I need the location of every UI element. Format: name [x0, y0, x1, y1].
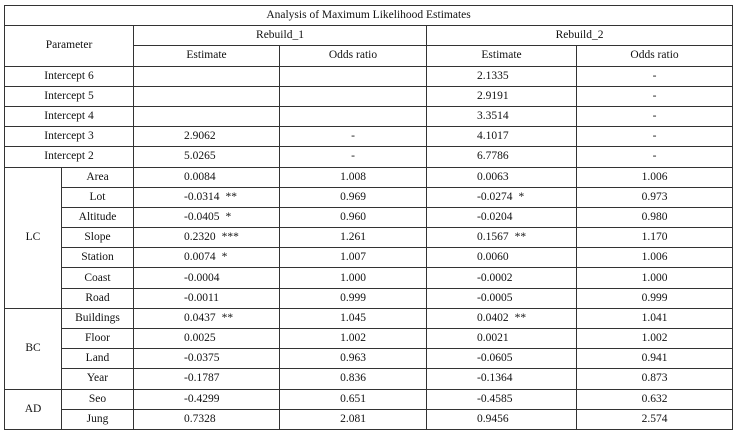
estimate-value: -0.0005 [477, 291, 513, 304]
rebuild-1-estimate [134, 86, 280, 106]
odds-ratio-header-2: Odds ratio [577, 46, 733, 66]
rebuild-2-estimate [427, 248, 577, 268]
variable-name: Jung [62, 409, 134, 429]
rebuild-1-estimate [134, 349, 280, 369]
estimate-value: -0.0002 [477, 271, 513, 284]
rebuild-1-estimate [134, 207, 280, 227]
rebuild-2-odds-ratio: 0.941 [577, 349, 733, 369]
rebuild-1-odds-ratio [280, 66, 427, 86]
estimate-value: 5.0265 [184, 150, 216, 163]
rebuild-1-estimate [134, 248, 280, 268]
rebuild-2-estimate [427, 308, 577, 328]
estimate-header-2: Estimate [427, 46, 577, 66]
rebuild-2-odds-ratio: 1.041 [577, 308, 733, 328]
rebuild-1-estimate [134, 127, 280, 147]
rebuild-1-odds-ratio: 1.008 [280, 167, 427, 187]
table-row [5, 127, 733, 147]
rebuild-2-odds-ratio: - [577, 147, 733, 167]
rebuild-1-header: Rebuild_1 [134, 26, 427, 46]
estimate-value: -0.0274 [477, 190, 513, 203]
estimate-value: 6.7786 [477, 150, 509, 163]
estimate-value: -0.0204 [477, 210, 513, 223]
significance-stars: * [225, 210, 232, 223]
table-row [5, 207, 733, 227]
rebuild-1-estimate [134, 329, 280, 349]
table-row [5, 389, 733, 409]
significance-stars: *** [221, 231, 239, 244]
table-row [5, 106, 733, 126]
rebuild-2-estimate [427, 86, 577, 106]
group-label: BC [5, 308, 62, 389]
rebuild-1-odds-ratio: 0.836 [280, 369, 427, 389]
rebuild-2-estimate [427, 207, 577, 227]
estimate-value: 0.0060 [477, 251, 509, 264]
rebuild-2-odds-ratio: 0.980 [577, 207, 733, 227]
intercept-name: Intercept 5 [5, 86, 134, 106]
variable-name: Land [62, 349, 134, 369]
variable-name: Station [62, 248, 134, 268]
table-row [5, 66, 733, 86]
rebuild-1-odds-ratio: 1.045 [280, 308, 427, 328]
rebuild-2-odds-ratio: - [577, 106, 733, 126]
rebuild-1-estimate [134, 187, 280, 207]
estimate-value: 0.0025 [184, 332, 216, 345]
variable-name: Area [62, 167, 134, 187]
significance-stars: ** [225, 190, 237, 203]
rebuild-1-odds-ratio: 0.651 [280, 389, 427, 409]
rebuild-1-estimate [134, 268, 280, 288]
estimate-value: 0.0437 [184, 311, 216, 324]
rebuild-2-odds-ratio: - [577, 127, 733, 147]
rebuild-1-estimate [134, 228, 280, 248]
table-title: Analysis of Maximum Likelihood Estimates [5, 6, 733, 26]
rebuild-1-odds-ratio [280, 86, 427, 106]
rebuild-1-estimate [134, 308, 280, 328]
rebuild-2-odds-ratio: 1.000 [577, 268, 733, 288]
rebuild-2-odds-ratio: 0.632 [577, 389, 733, 409]
rebuild-1-estimate [134, 369, 280, 389]
significance-stars: ** [221, 311, 234, 324]
table-row [5, 167, 733, 187]
variable-name: Road [62, 288, 134, 308]
rebuild-2-header: Rebuild_2 [427, 26, 733, 46]
significance-stars: ** [514, 231, 527, 244]
odds-ratio-header-1: Odds ratio [280, 46, 427, 66]
estimate-value: 0.0074 [184, 251, 216, 264]
rebuild-1-odds-ratio: - [280, 147, 427, 167]
estimate-value: -0.0004 [184, 271, 220, 284]
rebuild-1-estimate [134, 106, 280, 126]
estimate-value: -0.0314 [184, 190, 220, 203]
estimate-header-1: Estimate [134, 46, 280, 66]
model-header-row [5, 26, 733, 46]
table-row [5, 288, 733, 308]
rebuild-2-odds-ratio: 1.170 [577, 228, 733, 248]
rebuild-1-odds-ratio: 0.963 [280, 349, 427, 369]
group-label: LC [5, 167, 62, 308]
rebuild-2-estimate [427, 167, 577, 187]
rebuild-1-estimate [134, 147, 280, 167]
table-row [5, 147, 733, 167]
variable-name: Coast [62, 268, 134, 288]
rebuild-2-estimate [427, 288, 577, 308]
title-row [5, 6, 733, 26]
table-row [5, 248, 733, 268]
rebuild-2-estimate [427, 228, 577, 248]
rebuild-2-estimate [427, 106, 577, 126]
estimate-value: 0.7328 [184, 412, 216, 425]
table-row [5, 308, 733, 328]
intercept-name: Intercept 6 [5, 66, 134, 86]
rebuild-2-odds-ratio: 0.973 [577, 187, 733, 207]
rebuild-1-odds-ratio [280, 106, 427, 126]
estimate-value: 0.2320 [184, 231, 216, 244]
intercept-name: Intercept 2 [5, 147, 134, 167]
rebuild-2-estimate [427, 369, 577, 389]
estimate-value: -0.1787 [184, 372, 220, 385]
rebuild-1-odds-ratio: 0.960 [280, 207, 427, 227]
estimate-value: -0.1364 [477, 372, 513, 385]
rebuild-2-estimate [427, 187, 577, 207]
rebuild-1-odds-ratio: 1.002 [280, 329, 427, 349]
significance-stars: * [221, 251, 228, 264]
estimate-value: -0.0405 [184, 210, 220, 223]
rebuild-2-odds-ratio: 1.006 [577, 167, 733, 187]
rebuild-2-odds-ratio: 2.574 [577, 409, 733, 429]
rebuild-1-estimate [134, 66, 280, 86]
rebuild-2-estimate [427, 349, 577, 369]
estimate-value: 0.0063 [477, 170, 509, 183]
variable-name: Seo [62, 389, 134, 409]
group-label: AD [5, 389, 62, 429]
table-row [5, 329, 733, 349]
estimate-value: 0.0402 [477, 311, 509, 324]
table-row [5, 268, 733, 288]
estimate-value: 0.0084 [184, 170, 216, 183]
table-row [5, 187, 733, 207]
rebuild-2-estimate [427, 66, 577, 86]
estimate-value: 4.1017 [477, 130, 509, 143]
estimate-value: 0.0021 [477, 332, 509, 345]
rebuild-2-estimate [427, 127, 577, 147]
table-row [5, 86, 733, 106]
variable-name: Floor [62, 329, 134, 349]
table-row [5, 228, 733, 248]
significance-stars: * [518, 190, 525, 203]
estimate-value: -0.4585 [477, 392, 513, 405]
parameter-header: Parameter [5, 26, 134, 66]
rebuild-2-odds-ratio: 1.006 [577, 248, 733, 268]
rebuild-2-estimate [427, 268, 577, 288]
rebuild-1-odds-ratio: 1.000 [280, 268, 427, 288]
variable-name: Buildings [62, 308, 134, 328]
rebuild-2-estimate [427, 389, 577, 409]
rebuild-2-estimate [427, 147, 577, 167]
estimate-value: 0.9456 [477, 412, 509, 425]
mle-table [4, 5, 733, 430]
table-row [5, 409, 733, 429]
rebuild-2-odds-ratio: 0.873 [577, 369, 733, 389]
rebuild-1-estimate [134, 389, 280, 409]
estimate-value: 3.3514 [477, 110, 509, 123]
rebuild-1-estimate [134, 167, 280, 187]
intercept-name: Intercept 3 [5, 127, 134, 147]
estimate-value: 0.1567 [477, 231, 509, 244]
variable-name: Slope [62, 228, 134, 248]
rebuild-1-odds-ratio: 0.999 [280, 288, 427, 308]
estimate-value: 2.1335 [477, 69, 509, 82]
estimate-value: 2.9062 [184, 130, 216, 143]
estimate-value: -0.0011 [184, 291, 220, 304]
rebuild-2-estimate [427, 409, 577, 429]
rebuild-1-estimate [134, 409, 280, 429]
estimate-value: -0.0605 [477, 352, 513, 365]
rebuild-2-odds-ratio: 1.002 [577, 329, 733, 349]
table-row [5, 369, 733, 389]
table-body [5, 66, 733, 429]
rebuild-2-odds-ratio: 0.999 [577, 288, 733, 308]
variable-name: Year [62, 369, 134, 389]
rebuild-2-estimate [427, 329, 577, 349]
rebuild-1-odds-ratio: 2.081 [280, 409, 427, 429]
rebuild-2-odds-ratio: - [577, 86, 733, 106]
significance-stars: ** [514, 311, 527, 324]
rebuild-1-odds-ratio: 0.969 [280, 187, 427, 207]
intercept-name: Intercept 4 [5, 106, 134, 126]
variable-name: Lot [62, 187, 134, 207]
estimate-value: -0.0375 [184, 352, 220, 365]
rebuild-1-estimate [134, 288, 280, 308]
rebuild-2-odds-ratio: - [577, 66, 733, 86]
variable-name: Altitude [62, 207, 134, 227]
rebuild-1-odds-ratio: - [280, 127, 427, 147]
estimate-value: 2.9191 [477, 89, 509, 102]
rebuild-1-odds-ratio: 1.261 [280, 228, 427, 248]
rebuild-1-odds-ratio: 1.007 [280, 248, 427, 268]
table-row [5, 349, 733, 369]
estimate-value: -0.4299 [184, 392, 220, 405]
